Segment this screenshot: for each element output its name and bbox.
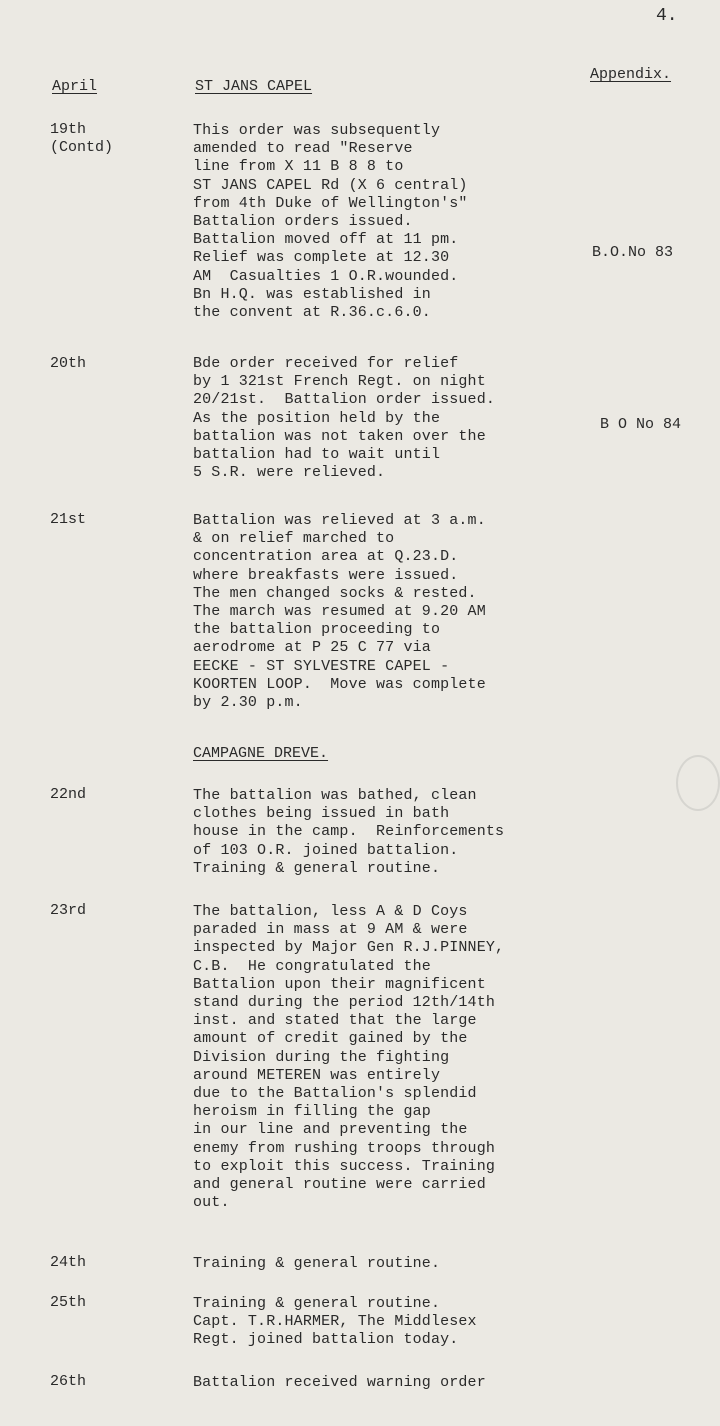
entry-date: 24th	[50, 1254, 87, 1271]
entry-text: Battalion received warning order	[193, 1374, 486, 1391]
entry-text: Training & general routine.	[193, 1255, 441, 1272]
page-number: 4.	[656, 6, 678, 26]
entry-date: 23rd	[50, 902, 87, 919]
entry-date: 25th	[50, 1294, 87, 1311]
entry-text: This order was subsequently amended to read "Reserve line from X 11 B 8 8 to ST JANS CAPEL Rd (X 6 central) from 4th Duke of Wellington's" Battalion orders issued. Battalion moved off at 11 pm. Relief was complete at 12.30 AM Casualties 1 O.R.wounded. Bn H.Q. was established in the convent at R.36.c.6.0.	[193, 122, 468, 322]
appendix-ref: B O No 84	[600, 416, 682, 433]
entry-date: 19th (Contd)	[50, 121, 114, 156]
entry-text: The battalion, less A & D Coys paraded in mass at 9 AM & were inspected by Major Gen R.J.PINNEY, C.B. He congratulated the Battalion upon their magnificent stand during the period 12th/14th inst. and stated that the large amount of credit gained by the Division during the fighting around METEREN was entirely due to the Battalion's splendid heroism in filling the gap in our line and preventing the enemy from rushing troops through to exploit this success. Training and general routine were carried out.	[193, 903, 505, 1212]
month-heading: April	[52, 78, 98, 95]
entry-date: 20th	[50, 355, 87, 372]
entry-date: 22nd	[50, 786, 87, 803]
entry-text: Bde order received for relief by 1 321st French Regt. on night 20/21st. Battalion order issued. As the position held by the battalion was not taken over the battalion had to wait until 5 S.R. were relieved.	[193, 355, 495, 482]
place-heading: ST JANS CAPEL	[195, 78, 313, 95]
location-subheading: CAMPAGNE DREVE.	[193, 745, 329, 762]
stamp-mark	[676, 755, 720, 811]
entry-text: The battalion was bathed, clean clothes being issued in bath house in the camp. Reinforcements of 103 O.R. joined battalion. Training & general routine.	[193, 787, 505, 877]
appendix-heading: Appendix.	[590, 66, 672, 83]
entry-text: Battalion was relieved at 3 a.m. & on relief marched to concentration area at Q.23.D. where breakfasts were issued. The men changed socks & rested. The march was resumed at 9.20 AM the battalion proceeding to aerodrome at P 25 C 77 via EECKE - ST SYLVESTRE CAPEL - KOORTEN LOOP. Move was complete by 2.30 p.m.	[193, 512, 486, 712]
appendix-ref: B.O.No 83	[592, 244, 674, 261]
entry-text: Training & general routine. Capt. T.R.HARMER, The Middlesex Regt. joined battalion today.	[193, 1295, 477, 1349]
entry-date: 26th	[50, 1373, 87, 1390]
entry-date: 21st	[50, 511, 87, 528]
